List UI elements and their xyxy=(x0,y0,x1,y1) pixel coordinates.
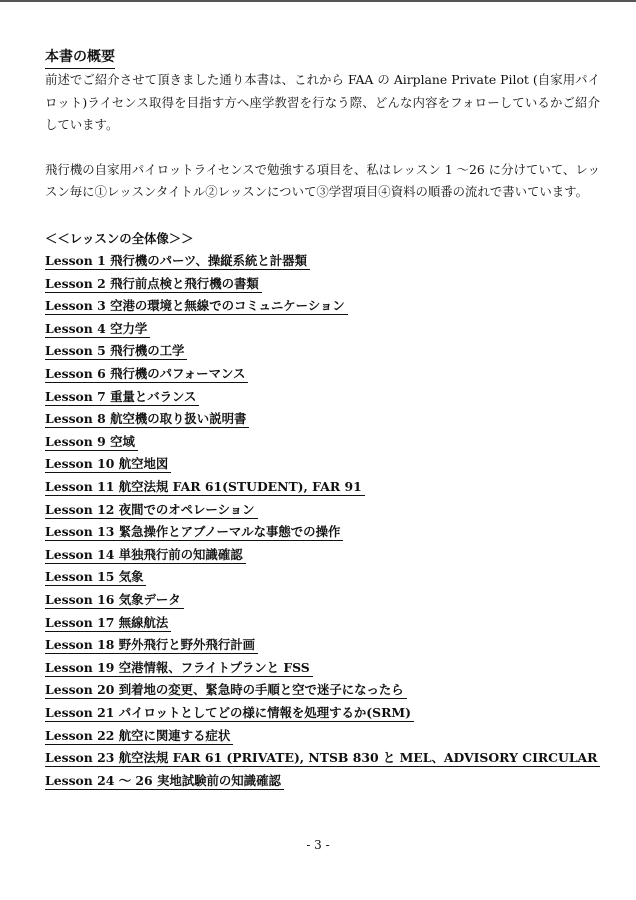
lesson-item-15[interactable] xyxy=(45,566,600,589)
lesson-title: Lesson 17 無線航法 xyxy=(45,615,171,632)
lesson-title: Lesson 10 航空地図 xyxy=(45,456,171,473)
lesson-item-9[interactable] xyxy=(45,431,600,454)
lesson-item-7[interactable] xyxy=(45,386,600,409)
lesson-title: Lesson 12 夜間でのオペレーション xyxy=(45,502,258,519)
lesson-item-20[interactable] xyxy=(45,679,600,702)
document-page xyxy=(45,46,600,792)
lesson-title: Lesson 1 飛行機のパーツ、操縦系統と計器類 xyxy=(45,253,310,270)
top-border-line xyxy=(0,0,636,2)
lesson-title: Lesson 19 空港情報、フライトプランと FSS xyxy=(45,660,313,677)
lesson-item-11[interactable] xyxy=(45,476,600,499)
lesson-item-6[interactable] xyxy=(45,363,600,386)
lesson-title: Lesson 13 緊急操作とアブノーマルな事態での操作 xyxy=(45,524,343,541)
lesson-title: Lesson 23 航空法規 FAR 61 (PRIVATE), NTSB 830 と MEL、ADVISORY CIRCULAR xyxy=(45,750,600,767)
lessons-paragraph: 飛行機の自家用パイロットライセンスで勉強する項目を、私はレッスン 1 ～26 に分けていて、レッスン毎に①レッスンタイトル②レッスンについて③学習項目④資料の順番の流れで書いています。 xyxy=(45,161,600,199)
lesson-title: Lesson 16 気象データ xyxy=(45,592,184,609)
lesson-item-19[interactable] xyxy=(45,657,600,680)
lesson-item-5[interactable] xyxy=(45,340,600,363)
lesson-item-1[interactable] xyxy=(45,250,600,273)
lesson-title: Lesson 14 単独飛行前の知識確認 xyxy=(45,547,246,564)
lesson-title: Lesson 6 飛行機のパフォーマンス xyxy=(45,366,248,383)
lesson-item-4[interactable] xyxy=(45,318,600,341)
lesson-item-17[interactable] xyxy=(45,612,600,635)
lesson-title: Lesson 8 航空機の取り扱い説明書 xyxy=(45,411,249,428)
lesson-title: Lesson 15 気象 xyxy=(45,569,146,586)
lesson-item-10[interactable] xyxy=(45,453,600,476)
lesson-title: Lesson 11 航空法規 FAR 61(STUDENT), FAR 91 xyxy=(45,479,365,496)
lesson-item-8[interactable] xyxy=(45,408,600,431)
lesson-item-24-26[interactable] xyxy=(45,770,600,793)
lesson-item-23[interactable] xyxy=(45,747,600,770)
lesson-item-22[interactable] xyxy=(45,725,600,748)
intro-paragraph: 前述でご紹介させて頂きました通り本書は、これから FAA の Airplane Private Pilot (自家用パイロット)ライセンス取得を目指す方へ座学教習を行なう際、どんな内容をフォローしているかご紹介しています。 xyxy=(45,72,600,132)
lesson-title: Lesson 7 重量とバランス xyxy=(45,389,199,406)
page-number: - 3 - xyxy=(306,838,330,852)
lesson-overview-header: ＜＜レッスンの全体像＞＞ xyxy=(45,230,194,246)
lesson-item-14[interactable] xyxy=(45,544,600,567)
lesson-item-16[interactable] xyxy=(45,589,600,612)
lesson-list xyxy=(45,250,600,792)
lesson-title: Lesson 18 野外飛行と野外飛行計画 xyxy=(45,637,258,654)
lesson-title: Lesson 20 到着地の変更、緊急時の手順と空で迷子になったら xyxy=(45,682,407,699)
lesson-item-13[interactable] xyxy=(45,521,600,544)
lesson-title: Lesson 5 飛行機の工学 xyxy=(45,343,187,360)
lesson-item-2[interactable] xyxy=(45,273,600,296)
lesson-item-18[interactable] xyxy=(45,634,600,657)
lesson-title: Lesson 24 ～ 26 実地試験前の知識確認 xyxy=(45,773,284,790)
lesson-title: Lesson 2 飛行前点検と飛行機の書類 xyxy=(45,276,262,293)
section-title: 本書の概要 xyxy=(45,46,115,69)
lesson-item-21[interactable] xyxy=(45,702,600,725)
lesson-title: Lesson 21 パイロットとしてどの様に情報を処理するか(SRM) xyxy=(45,705,414,722)
lesson-title: Lesson 4 空力学 xyxy=(45,321,150,338)
lesson-item-12[interactable] xyxy=(45,499,600,522)
lesson-title: Lesson 3 空港の環境と無線でのコミュニケーション xyxy=(45,298,348,315)
lesson-title: Lesson 9 空域 xyxy=(45,434,138,451)
lesson-title: Lesson 22 航空に関連する症状 xyxy=(45,728,233,745)
lesson-item-3[interactable] xyxy=(45,295,600,318)
